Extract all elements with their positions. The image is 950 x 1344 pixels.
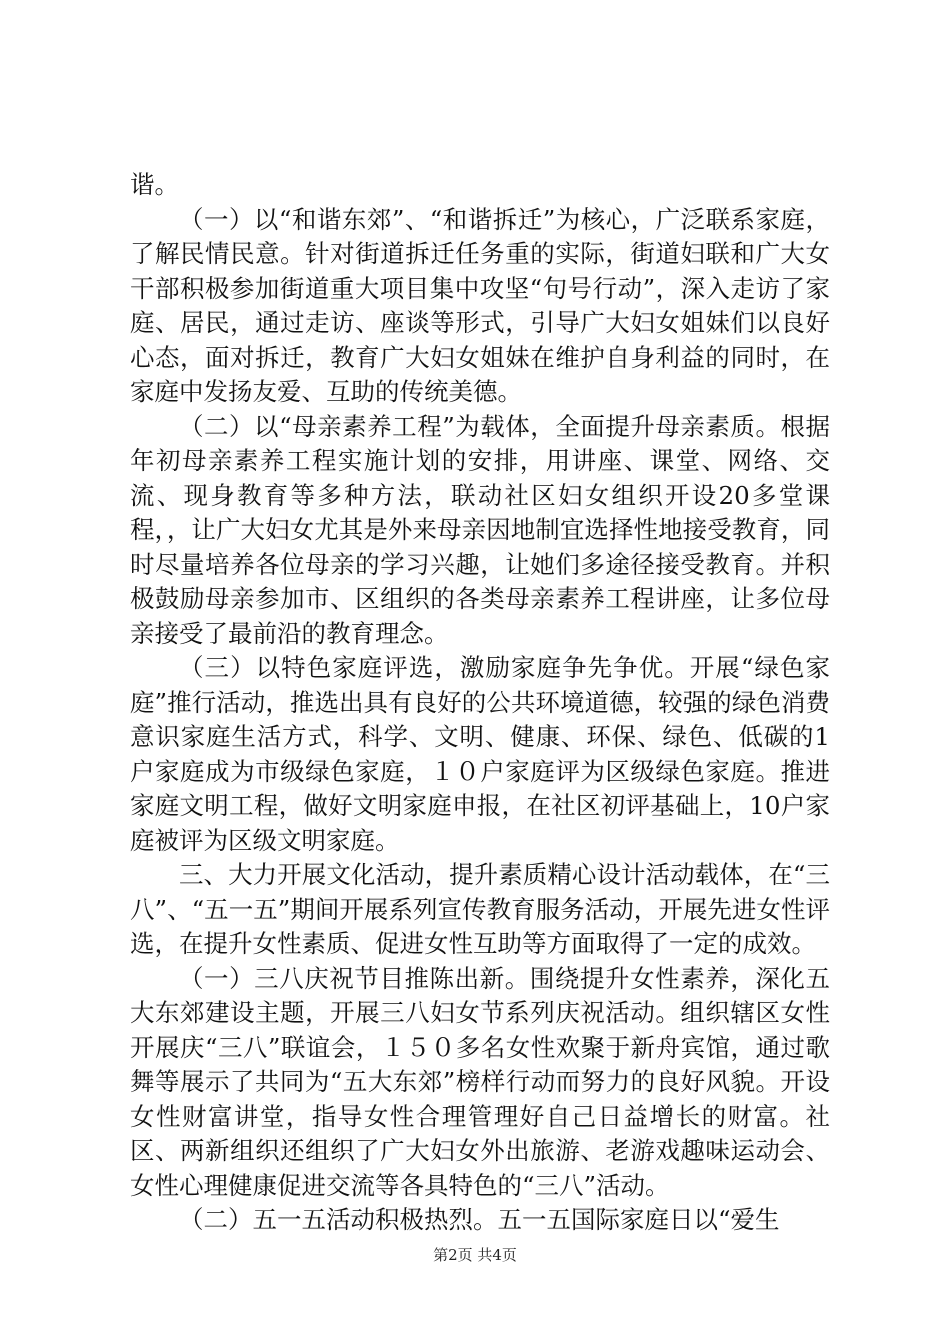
paragraph: （一）以“和谐东郊”、“和谐拆迁”为核心，广泛联系家庭，了解民情民意。针对街道拆迁任务重的实际，街道妇联和广大女干部积极参加街道重大项目集中攻坚“句号行动”，深入走访了家庭、居民，通过走访、座谈等形式，引导广大妇女姐妹们以良好心态，面对拆迁，教育广大妇女姐妹在维护自身利益的同时，在家庭中发扬友爱、互助的传统美德。 (130, 204, 830, 406)
document-body (130, 168, 830, 1238)
paragraph: （二）五一五活动积极热烈。五一五国际家庭日以“爱生 (179, 1205, 780, 1234)
paragraph: 谐。 (130, 170, 179, 199)
paragraph: （一）三八庆祝节目推陈出新。围绕提升女性素养，深化五大东郊建设主题，开展三八妇女节系列庆祝活动。组织辖区女性开展庆“三八”联谊会，１５０多名女性欢聚于新舟宾馆，通过歌舞等展示了共同为“五大东郊”榜样行动而努力的良好风貌。开设女性财富讲堂，指导女性合理管理好自己日益增长的财富。社区、两新组织还组织了广大妇女外出旅游、老游戏趣味运动会、女性心理健康促进交流等各具特色的“三八”活动。 (130, 963, 830, 1200)
paragraph: 三、大力开展文化活动，提升素质精心设计活动载体，在“三八”、“五一五”期间开展系列宣传教育服务活动，开展先进女性评选，在提升女性素质、促进女性互助等方面取得了一定的成效。 (130, 860, 830, 958)
paragraph: （三）以特色家庭评选，激励家庭争先争优。开展“绿色家庭”推行活动，推选出具有良好的公共环境道德，较强的绿色消费意识家庭生活方式，科学、文明、健康、环保、绿色、低碳的1户家庭成为市级绿色家庭，１０户家庭评为区级绿色家庭。推进家庭文明工程，做好文明家庭申报，在社区初评基础上，10户家庭被评为区级文明家庭。 (130, 653, 830, 855)
paragraph: （二）以“母亲素养工程”为载体，全面提升母亲素质。根据年初母亲素养工程实施计划的安排，用讲座、课堂、网络、交流、现身教育等多种方法，联动社区妇女组织开设20多堂课程，，让广大妇女尤其是外来母亲因地制宜选择性地接受教育，同时尽量培养各位母亲的学习兴趣，让她们多途径接受教育。并积极鼓励母亲参加市、区组织的各类母亲素养工程讲座，让多位母亲接受了最前沿的教育理念。 (130, 411, 830, 648)
page-footer: 第2页 共4页 (433, 1246, 517, 1264)
